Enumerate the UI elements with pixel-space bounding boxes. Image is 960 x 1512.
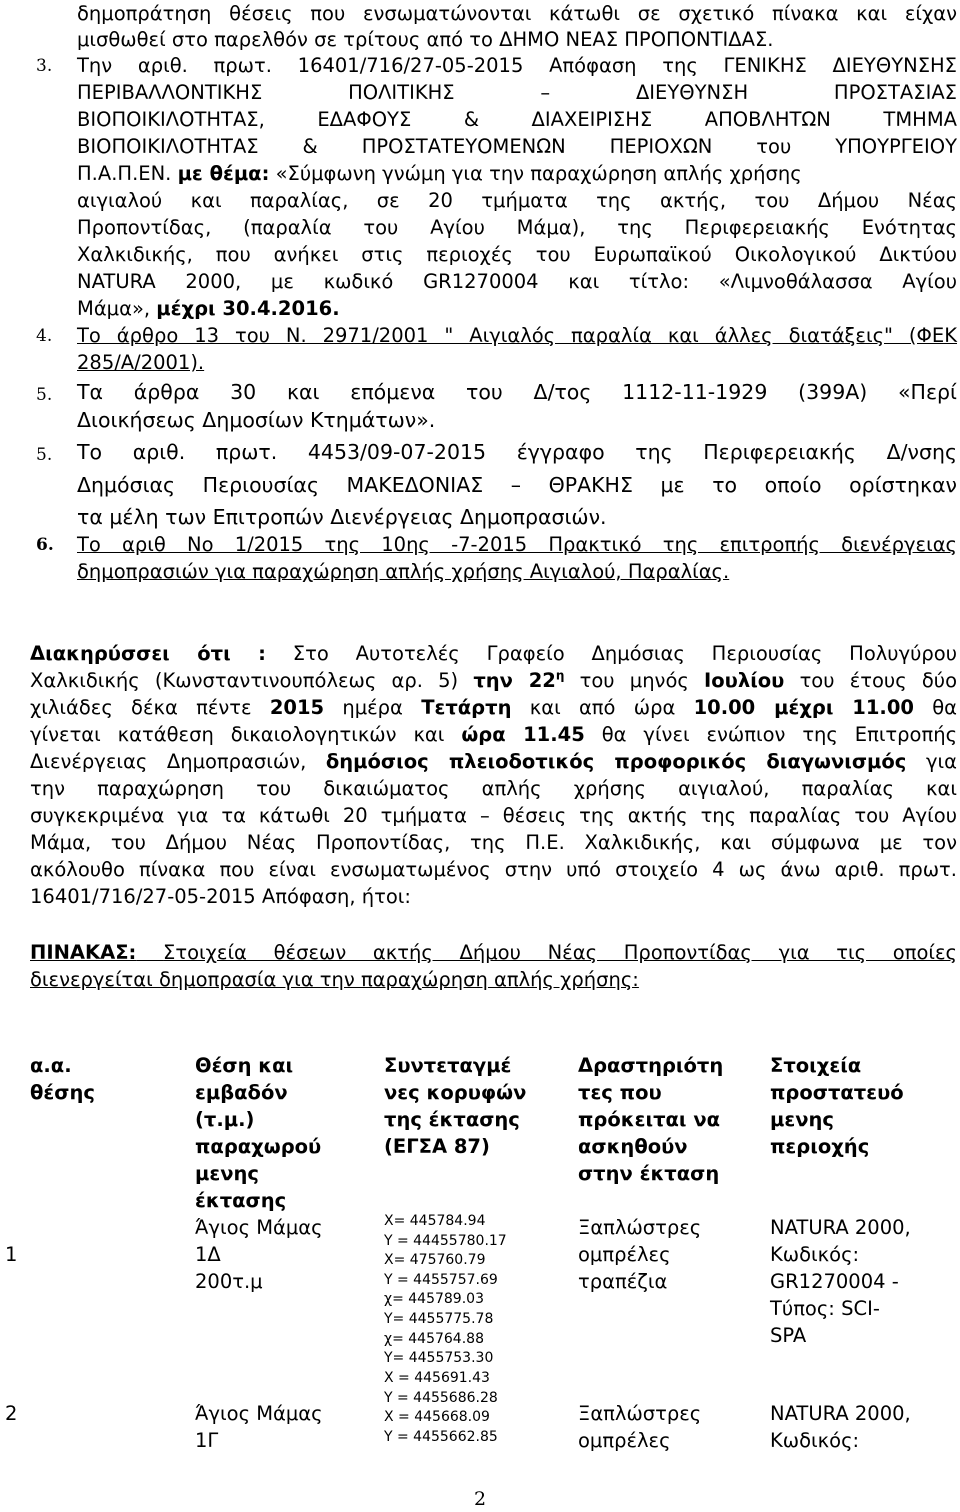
coordinate-line: Y = 4455686.28 xyxy=(384,1389,498,1406)
coordinate-line: X = 445691.43 xyxy=(384,1370,490,1386)
subject-label: με θέμα: xyxy=(177,162,270,185)
list-number: 4. xyxy=(36,326,53,346)
cell-line: τραπέζια xyxy=(578,1270,668,1293)
table-cell-protected-area xyxy=(770,1214,911,1349)
date-superscript: η xyxy=(555,668,565,683)
cell-line: 1Γ xyxy=(195,1429,219,1452)
text-run: Π.Α.Π.ΕΝ. xyxy=(77,162,172,185)
table-caption xyxy=(30,939,957,966)
body-line: Προποντίδας, (παραλία του Αγίου Μάμα), της Περιφερειακής Ενότητας xyxy=(77,216,957,239)
header-line: Δραστηριότη xyxy=(578,1054,724,1077)
header-line: περιοχής xyxy=(770,1135,870,1158)
body-line: ΒΙΟΠΟΙΚΙΛΟΤΗΤΑΣ, ΕΔΑΦΟΥΣ & ΔΙΑΧΕΙΡΙΣΗΣ ΑΠΟΒΛΗΤΩΝ ΤΜΗΜΑ xyxy=(77,108,957,131)
header-line: Συντεταγμέ xyxy=(384,1054,512,1077)
text-run: και από ώρα xyxy=(529,696,676,719)
coordinate-line: Y = 44455780.17 xyxy=(384,1232,507,1249)
declaration-line: ακόλουθο πίνακα που είναι ενσωματωμένος στην υπό στοιχείο 4 ως άνω αριθ. πρωτ. xyxy=(30,858,957,881)
cell-line: Άγιος Μάμας xyxy=(195,1216,323,1239)
body-line: Δημόσιας Περιουσίας ΜΑΚΕΔΟΝΙΑΣ – ΘΡΑΚΗΣ με το οποίο ορίστηκαν xyxy=(77,473,957,497)
header-line: της έκτασης xyxy=(384,1108,520,1131)
coordinate-line: Y = 4455662.85 xyxy=(384,1428,498,1445)
coordinate-line: X = 445668.09 xyxy=(384,1409,490,1426)
header-line: Θέση και xyxy=(195,1054,294,1077)
cell-line: SPA xyxy=(770,1324,807,1347)
table-header-activities xyxy=(578,1052,723,1187)
cell-line: ομπρέλες xyxy=(578,1243,671,1266)
table-cell-protected-area xyxy=(770,1400,911,1454)
declaration-line xyxy=(30,667,957,694)
declaration-line xyxy=(30,640,957,667)
cell-line: 1Δ xyxy=(195,1243,221,1266)
text-run: «Σύμφωνη γνώμη για την παραχώρηση απλής χρήσης xyxy=(275,162,802,185)
text-run: του μηνός xyxy=(579,669,689,692)
table-cell-aa: 1 xyxy=(5,1243,18,1266)
cell-line: 200τ.μ xyxy=(195,1270,263,1293)
body-line: δημοπράτηση θέσεις που ενσωματώνονται κάτωθι σε σχετικό πίνακα και είχαν xyxy=(77,2,957,25)
declaration-line xyxy=(30,721,957,748)
text-run: χιλιάδες δέκα πέντε xyxy=(30,696,252,719)
table-cell-position xyxy=(195,1400,323,1454)
table-cell-activities xyxy=(578,1214,701,1295)
header-line: προστατευό xyxy=(770,1081,904,1104)
weekday-text: Τετάρτη xyxy=(421,696,512,719)
body-line: ΠΕΡΙΒΑΛΛΟΝΤΙΚΗΣ ΠΟΛΙΤΙΚΗΣ – ΔΙΕΥΘΥΝΣΗ ΠΡΟΣΤΑΣΙΑΣ xyxy=(77,81,957,104)
year-text: 2015 xyxy=(269,696,325,719)
coordinate-line: χ= 445764.88 xyxy=(384,1330,484,1347)
text-run: ημέρα xyxy=(342,696,403,719)
table-header-protected-area xyxy=(770,1052,904,1160)
cell-line: GR1270004 - xyxy=(770,1270,899,1293)
text-run: για xyxy=(926,750,957,773)
text-run: Διενέργειας Δημοπρασιών, xyxy=(30,750,307,773)
declaration-line: την παραχώρηση του δικαιώματος απλής χρήσης αιγιαλού, παραλίας και xyxy=(30,777,957,800)
declaration-line: συγκεκριμένα για τα κάτωθι 20 τμήματα – θέσεις της ακτής της παραλίας του Αγίου xyxy=(30,804,957,827)
text-run: Χαλκιδικής (Κωνσταντινουπόλεως αρ. 5) xyxy=(30,669,459,692)
body-line: αιγιαλού και παραλίας, σε 20 τμήματα της ακτής, του Δήμου Νέας xyxy=(77,189,957,212)
coordinate-line: X= 445784.94 xyxy=(384,1213,486,1229)
text-run: θα γίνει ενώπιον της Επιτροπής xyxy=(601,723,958,746)
minutes-reference-link: Το αριθ Νο 1/2015 της 10ης -7-2015 Πρακτικό της επιτροπής διενέργειας xyxy=(77,533,957,556)
deadline-text: μέχρι 30.4.2016. xyxy=(156,297,340,320)
list-number: 6. xyxy=(36,535,54,555)
body-line: Το αριθ. πρωτ. 4453/09-07-2015 έγγραφο της Περιφερειακής Δ/νσης xyxy=(77,440,957,464)
text-run: Στο Αυτοτελές Γραφείο Δημόσιας Περιουσίας Πολυγύρου xyxy=(292,642,957,665)
body-line xyxy=(77,295,340,322)
cell-line: Ξαπλώστρες xyxy=(578,1216,702,1239)
table-header-position xyxy=(195,1052,321,1214)
text-run: θα xyxy=(932,696,958,719)
body-line: Τα άρθρα 30 και επόμενα του Δ/τος 1112-11-1929 (399Α) «Περί xyxy=(77,380,957,404)
header-line: α.α. xyxy=(30,1054,72,1077)
header-line: νες κορυφών xyxy=(384,1081,527,1104)
body-line xyxy=(77,160,957,187)
coordinate-line: Y= 4455753.30 xyxy=(384,1350,494,1367)
auction-type-text: δημόσιος πλειοδοτικός προφορικός διαγωνισμός xyxy=(325,750,907,773)
body-line: Διοικήσεως Δημοσίων Κτημάτων». xyxy=(77,408,436,432)
cell-line: ομπρέλες xyxy=(578,1429,671,1452)
header-line: πρόκειται να xyxy=(578,1108,720,1131)
header-line: (ΕΓΣΑ 87) xyxy=(384,1135,490,1158)
declaration-line xyxy=(30,748,957,775)
body-line: τα μέλη των Επιτροπών Διενέργειας Δημοπρασιών. xyxy=(77,505,607,529)
list-number: 3. xyxy=(36,56,53,76)
text-run: Μάμα», xyxy=(77,297,151,320)
table-header-coordinates xyxy=(384,1052,526,1160)
body-line: NATURA 2000, με κωδικό GR1270004 και τίτλο: «Λιμνοθάλασσα Αγίου xyxy=(77,270,957,293)
table-cell-activities xyxy=(578,1400,701,1454)
table-cell-aa: 2 xyxy=(5,1402,18,1425)
body-line: Την αριθ. πρωτ. 16401/716/27-05-2015 Απόφαση της ΓΕΝΙΚΗΣ ΔΙΕΥΘΥΝΣΗΣ xyxy=(77,54,957,77)
header-line: τες που xyxy=(578,1081,662,1104)
list-number: 5. xyxy=(36,385,53,405)
declaration-line xyxy=(30,694,957,721)
coordinate-line: X= 475760.79 xyxy=(384,1252,486,1269)
date-text: την 22 xyxy=(473,669,556,692)
header-line: (τ.μ.) xyxy=(195,1108,255,1131)
body-line: μισθωθεί στο παρελθόν σε τρίτους από το ΔΗΜΟ ΝΕΑΣ ΠΡΟΠΟΝΤΙΔΑΣ. xyxy=(77,28,774,51)
coordinate-line: Y= 4455775.78 xyxy=(384,1310,494,1327)
declaration-line: Μάμα, του Δήμου Νέας Προποντίδας, της Π.Ε. Χαλκιδικής, και σύμφωνα με τον xyxy=(30,831,957,854)
table-cell-coordinates xyxy=(384,1369,498,1447)
declaration-heading: Διακηρύσσει ότι : xyxy=(30,642,266,665)
body-line: Χαλκιδικής, που ανήκει στις περιοχές του Ευρωπαϊκού Οικολογικού Δικτύου xyxy=(77,243,957,266)
header-line: έκτασης xyxy=(195,1189,287,1212)
table-header-aa xyxy=(30,1052,95,1106)
cell-line: Κωδικός: xyxy=(770,1243,860,1266)
cell-line: Άγιος Μάμας xyxy=(195,1402,323,1425)
coordinate-line: χ= 445789.03 xyxy=(384,1291,484,1308)
header-line: μενης xyxy=(770,1108,834,1131)
law-reference-link: Το άρθρο 13 του Ν. 2971/2001 " Αιγιαλός παραλία και άλλες διατάξεις" (ΦΕΚ xyxy=(77,324,957,347)
text-run: γίνεται κατάθεση δικαιολογητικών και xyxy=(30,723,445,746)
header-line: ασκηθούν xyxy=(578,1135,688,1158)
time-range-text: 10.00 μέχρι 11.00 xyxy=(693,696,914,719)
time-text: ώρα 11.45 xyxy=(461,723,585,746)
minutes-reference-link: δημοπρασιών για παραχώρηση απλής χρήσης Αιγιαλού, Παραλίας. xyxy=(77,560,730,583)
body-line: ΒΙΟΠΟΙΚΙΛΟΤΗΤΑΣ & ΠΡΟΣΤΑΤΕΥΟΜΕΝΩΝ ΠΕΡΙΟΧΩΝ του ΥΠΟΥΡΓΕΙΟΥ xyxy=(77,135,957,158)
coordinate-line: Y = 4455757.69 xyxy=(384,1271,498,1288)
list-number: 5. xyxy=(36,445,53,465)
header-line: Στοιχεία xyxy=(770,1054,862,1077)
table-caption-label: ΠΙΝΑΚΑΣ: xyxy=(30,941,137,964)
header-line: μενης xyxy=(195,1162,259,1185)
law-reference-link: 285/Α/2001). xyxy=(77,351,205,374)
declaration-line: 16401/716/27-05-2015 Απόφαση, ήτοι: xyxy=(30,885,411,908)
cell-line: NATURA 2000, xyxy=(770,1402,911,1425)
text-run: Στοιχεία θέσεων ακτής Δήμου Νέας Προποντίδας για τις οποίες xyxy=(163,941,957,964)
cell-line: NATURA 2000, xyxy=(770,1216,911,1239)
header-line: στην έκταση xyxy=(578,1162,720,1185)
header-line: παραχωρού xyxy=(195,1135,322,1158)
page-number: 2 xyxy=(474,1488,487,1510)
cell-line: Τύπος: SCI- xyxy=(770,1297,880,1320)
month-text: Ιουλίου xyxy=(704,669,785,692)
cell-line: Ξαπλώστρες xyxy=(578,1402,702,1425)
table-cell-coordinates xyxy=(384,1212,507,1369)
table-cell-position xyxy=(195,1214,323,1295)
header-line: θέσης xyxy=(30,1081,95,1104)
header-line: εμβαδόν xyxy=(195,1081,288,1104)
text-run: του έτους δύο xyxy=(799,669,957,692)
table-caption: διενεργείται δημοπρασία για την παραχώρηση απλής χρήσης: xyxy=(30,968,639,991)
cell-line: Κωδικός: xyxy=(770,1429,860,1452)
